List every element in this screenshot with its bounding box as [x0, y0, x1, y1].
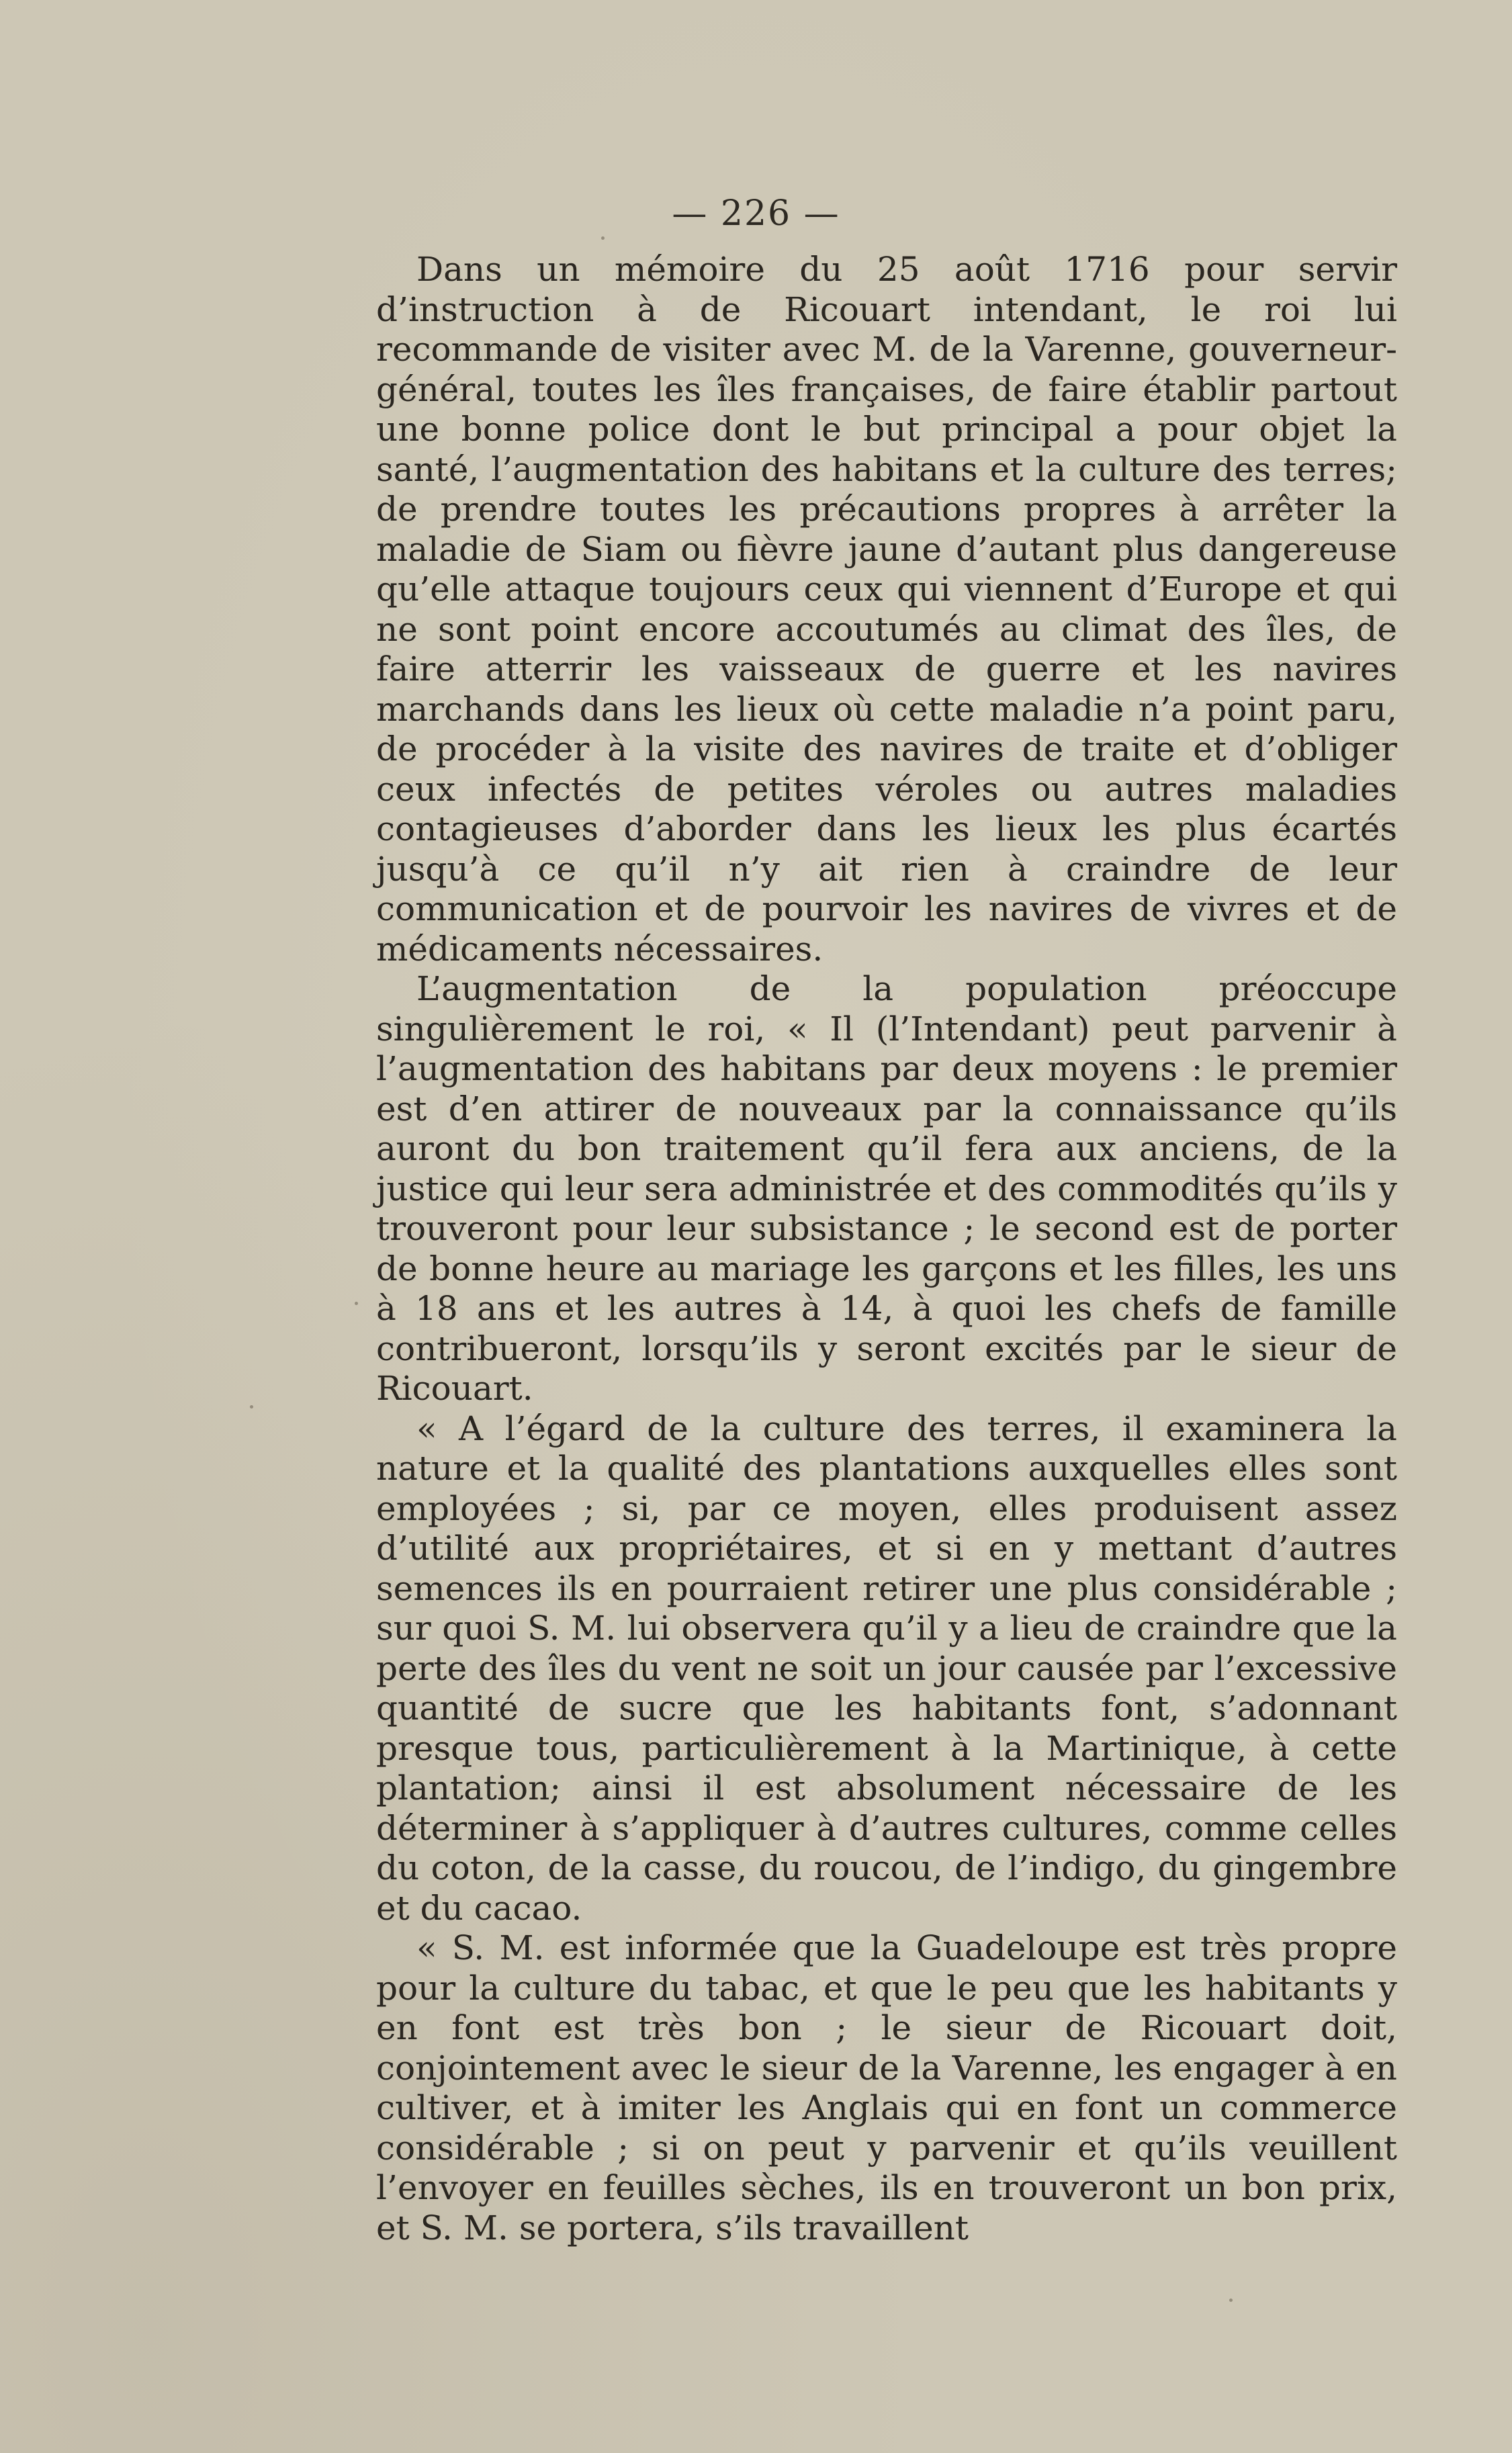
paper-speck — [250, 1405, 253, 1409]
paragraph: Dans un mémoire du 25 août 1716 pour servir d’instruction à de Ricouart intendant, le roi lui recommande de visiter avec M. de la Varenne, gouverneur-général, toutes les îles françaises, de faire établir partout une bonne police dont le but principal a pour objet la santé, l’augmentation des habitans et la culture des terres; de prendre toutes les précautions propres à arrêter la maladie de Siam ou fièvre jaune d’autant plus dangereuse qu’elle attaque toujours ceux qui viennent d’Europe et qui ne sont point encore accoutumés au climat des îles, de faire atterrir les vaisseaux de guerre et les navires marchands dans les lieux où cette maladie n’a point paru, de procéder à la visite des navires de traite et d’obliger ceux infectés de petites véroles ou autres maladies contagieuses d’aborder dans les lieux les plus écartés jusqu’à ce qu’il n’y ait rien à craindre de leur communication et de pourvoir les navires de vivres et de médicaments nécessaires. — [376, 250, 1397, 969]
paragraph: « S. M. est informée que la Guadeloupe est très propre pour la culture du tabac, et que le peu que les habitants y en font est très bon ; le sieur de Ricouart doit, conjointement avec le sieur de la Varenne, les engager à en cultiver, et à imiter les Anglais qui en font un commerce considérable ; si on peut y parvenir et qu’ils veuillent l’envoyer en feuilles sèches, ils en trouveront un bon prix, et S. M. se portera, s’ils travaillent — [376, 1928, 1397, 2247]
paragraph: L’augmentation de la population préoccupe singulièrement le roi, « Il (l’Intendant) peut parvenir à l’augmentation des habitans par deux moyens : le premier est d’en attirer de nouveaux par la connaissance qu’ils auront du bon traitement qu’il fera aux anciens, de la justice qui leur sera administrée et des commodités qu’ils y trouveront pour leur subsistance ; le second est de porter de bonne heure au mariage les garçons et les filles, les uns à 18 ans et les autres à 14, à quoi les chefs de famille contribueront, lorsqu’ils y seront excités par le sieur de Ricouart. — [376, 969, 1397, 1408]
page-number: — 226 — — [672, 193, 840, 234]
paragraph: « A l’égard de la culture des terres, il examinera la nature et la qualité des plantations auxquelles elles sont employées ; si, par ce moyen, elles produisent assez d’utilité aux propriétaires, et si en y mettant d’autres semences ils en pourraient retirer une plus considérable ; sur quoi S. M. lui observera qu’il y a lieu de craindre que la perte des îles du vent ne soit un jour causée par l’excessive quantité de sucre que les habitants font, s’adonnant presque tous, particulièrement à la Martinique, à cette plantation; ainsi il est absolument nécessaire de les déterminer à s’appliquer à d’autres cultures, comme celles du coton, de la casse, du roucou, de l’indigo, du gingembre et du cacao. — [376, 1409, 1397, 1928]
body-text — [376, 250, 1397, 2248]
paper-speck — [601, 236, 605, 240]
paper-speck — [355, 1302, 358, 1305]
paper-speck — [1229, 2299, 1233, 2302]
